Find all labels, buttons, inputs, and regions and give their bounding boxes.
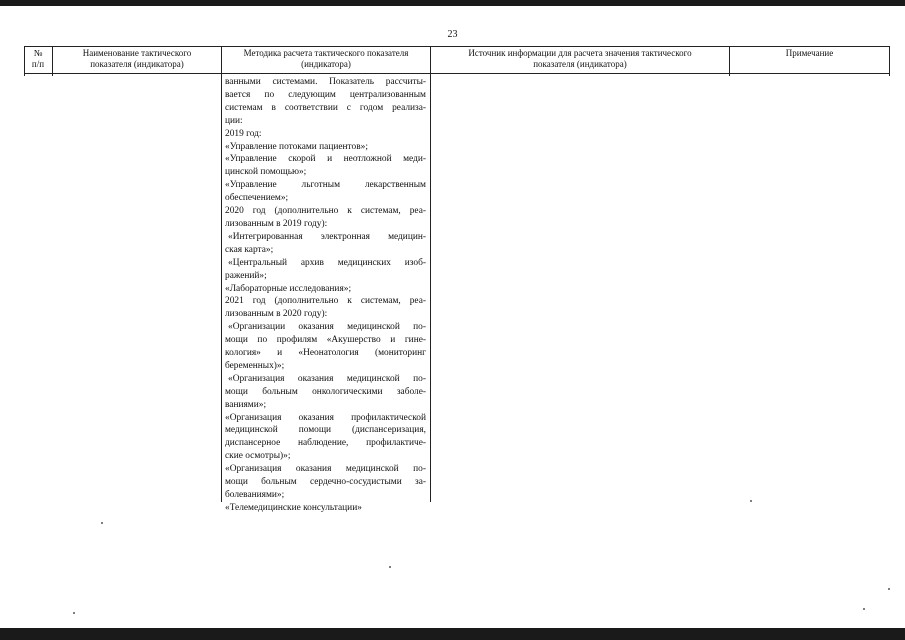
scan-speck bbox=[750, 500, 752, 502]
column-divider-2 bbox=[221, 46, 222, 502]
method-line: цинской помощью»; bbox=[225, 167, 307, 178]
header-cell-name: Наименование тактического показателя (индикатора) bbox=[82, 48, 192, 69]
method-line: лизованным в 2020 году): bbox=[225, 309, 328, 320]
method-line: ваниями»; bbox=[225, 399, 267, 410]
method-line: «Управление льготным лекарственным bbox=[225, 180, 426, 191]
table-top-border bbox=[24, 46, 890, 47]
column-divider-3 bbox=[430, 46, 431, 502]
method-line: «Телемедицинские консультации» bbox=[225, 502, 362, 513]
method-line: медицинской помощи (диспансеризация, bbox=[225, 425, 426, 436]
header-cell-method: Методика расчета тактического показателя (индикатора) bbox=[243, 48, 409, 69]
method-line: мощи больным сердечно-сосудистыми за- bbox=[225, 477, 426, 488]
header-cell-source: Источник информации для расчета значения тактического показателя (индикатора) bbox=[468, 48, 692, 69]
method-line: «Организация оказания медицинской по- bbox=[228, 373, 426, 384]
method-line: ции: bbox=[225, 115, 243, 126]
method-line: «Организация оказания медицинской по- bbox=[225, 464, 426, 475]
method-line: обеспечением»; bbox=[225, 193, 289, 204]
method-line: кология» и «Неонатология (мониторинг bbox=[225, 348, 426, 359]
table-header-bottom-border bbox=[24, 73, 890, 74]
header-cell-number: № п/п bbox=[31, 48, 45, 69]
method-line: мощи больным онкологическими заболе- bbox=[225, 386, 426, 397]
method-line: ские осмотры)»; bbox=[225, 451, 291, 462]
method-line: ражений»; bbox=[225, 270, 267, 281]
method-line: 2021 год (дополнительно к системам, реа- bbox=[225, 296, 426, 307]
method-line: «Управление потоками пациентов»; bbox=[225, 141, 368, 152]
scan-speck bbox=[888, 588, 890, 590]
method-line: «Управление скорой и неотложной меди- bbox=[225, 154, 426, 165]
scan-speck bbox=[389, 566, 391, 568]
scan-speck bbox=[101, 522, 103, 524]
scan-speck bbox=[73, 612, 75, 614]
method-line: 2019 год: bbox=[225, 128, 262, 139]
page-number: 23 bbox=[447, 29, 458, 40]
method-line: мощи по профилям «Акушерство и гине- bbox=[225, 335, 426, 346]
method-line: ская карта»; bbox=[225, 244, 274, 255]
method-cell-text bbox=[225, 76, 426, 515]
table-right-border bbox=[889, 46, 890, 76]
method-line: диспансерное наблюдение, профилактиче- bbox=[225, 438, 426, 449]
method-line: «Организации оказания медицинской по- bbox=[228, 322, 426, 333]
method-line: «Центральный архив медицинских изоб- bbox=[228, 257, 426, 268]
method-line: ванными системами. Показатель рассчиты- bbox=[225, 77, 426, 87]
scan-speck bbox=[863, 608, 865, 610]
method-line: вается по следующим централизованным bbox=[225, 89, 426, 100]
method-line: системам в соответствии с годом реализа- bbox=[225, 102, 426, 113]
method-line: «Лабораторные исследования»; bbox=[225, 283, 352, 294]
top-scan-border bbox=[0, 0, 905, 6]
bottom-scan-border bbox=[0, 628, 905, 640]
header-cell-note: Примечание bbox=[785, 48, 834, 58]
method-line: «Организация оказания профилактической bbox=[225, 412, 426, 423]
method-line: «Интегрированная электронная медицин- bbox=[228, 231, 426, 242]
method-line: лизованным в 2019 году): bbox=[225, 218, 328, 229]
method-line: болеваниями»; bbox=[225, 490, 285, 500]
method-line: 2020 год (дополнительно к системам, реа- bbox=[225, 206, 426, 217]
method-line: беременных)»; bbox=[225, 360, 285, 371]
